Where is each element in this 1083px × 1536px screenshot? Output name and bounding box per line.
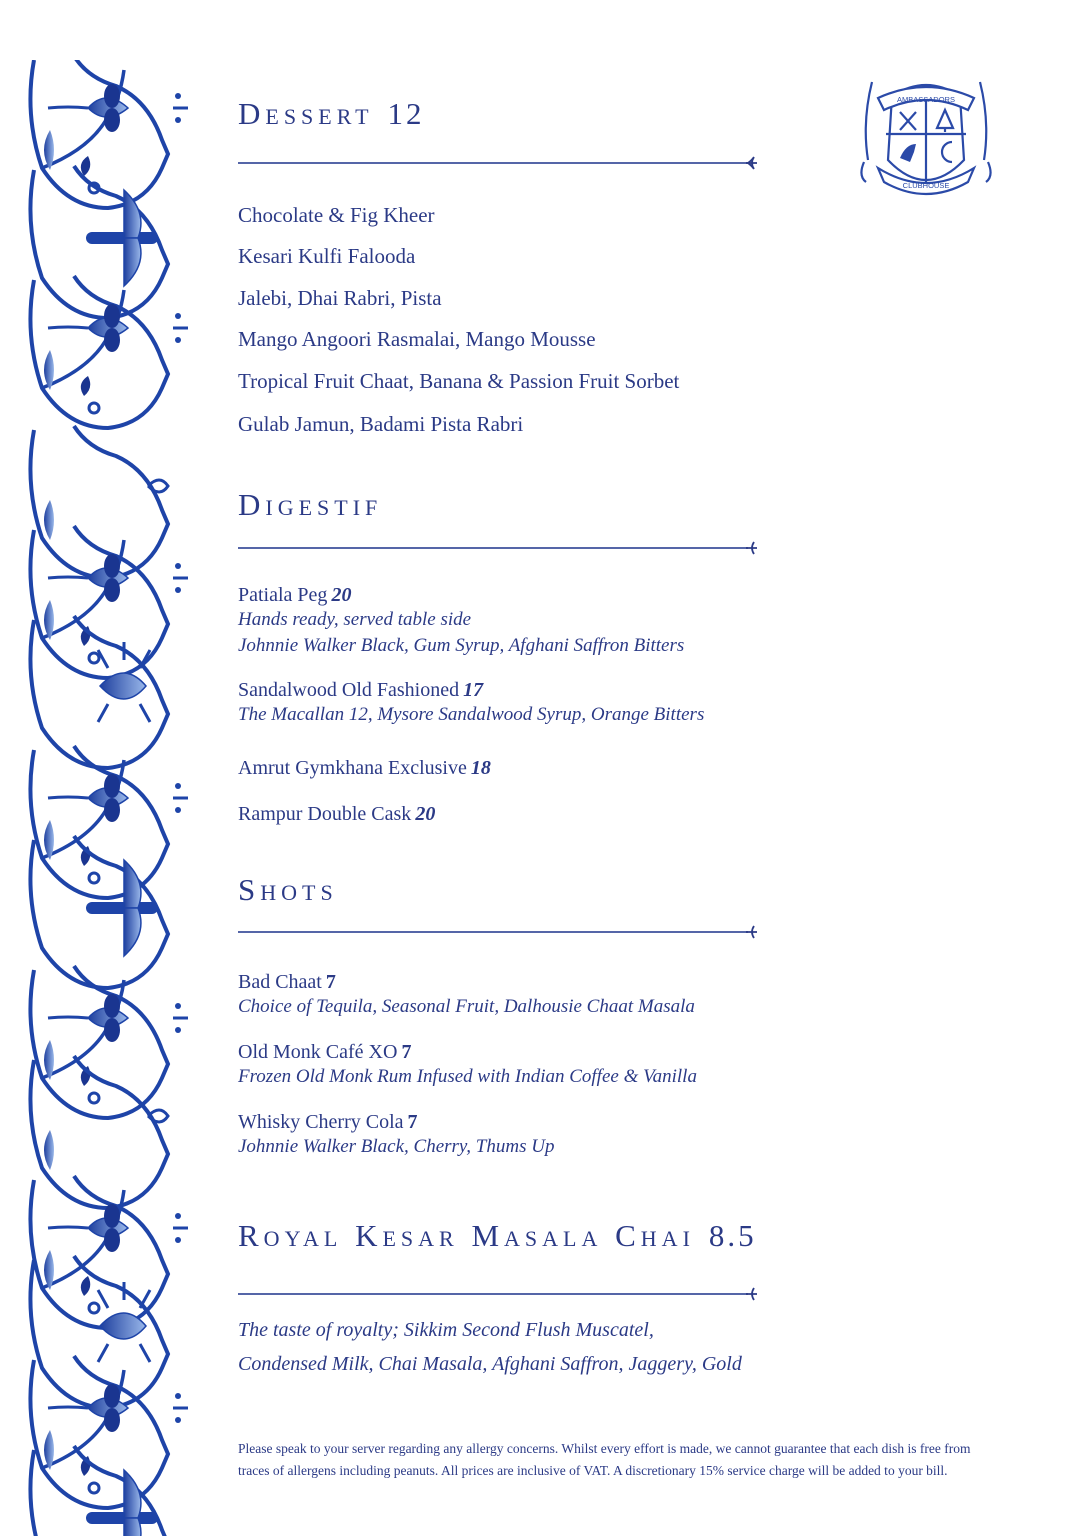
section-heading-chai: [238, 1218, 757, 1254]
crest-bottom-text: CLUBHOUSE: [902, 181, 950, 190]
menu-item: Whisky Cherry Cola 7 Johnnie Walker Black, Cherry, Thums Up: [238, 1111, 555, 1157]
decorative-floral-border: [28, 60, 188, 1536]
section-heading-shots: [238, 872, 338, 908]
arrow-tip-icon: [744, 541, 758, 555]
ambassadors-clubhouse-crest: [856, 72, 996, 207]
dessert-item: Gulab Jamun, Badami Pista Rabri: [238, 412, 524, 436]
section-title: Dessert: [238, 96, 374, 131]
dessert-item: Tropical Fruit Chaat, Banana & Passion Fruit Sorbet: [238, 369, 680, 393]
section-title: Digestif: [238, 487, 383, 522]
section-price: 8.5: [708, 1218, 757, 1253]
dessert-item: Jalebi, Dhai Rabri, Pista: [238, 286, 442, 310]
section-title: Royal Kesar Masala Chai: [238, 1218, 695, 1253]
arrow-tip-icon: [744, 925, 758, 939]
menu-item: Amrut Gymkhana Exclusive 18: [238, 757, 491, 779]
menu-item: Bad Chaat 7 Choice of Tequila, Seasonal Fruit, Dalhousie Chaat Masala: [238, 971, 695, 1017]
section-heading-dessert: [238, 96, 425, 132]
section-divider: [238, 925, 758, 939]
arrow-tip-icon: [744, 1287, 758, 1301]
dessert-item: Mango Angoori Rasmalai, Mango Mousse: [238, 327, 596, 351]
chai-description: The taste of royalty; Sikkim Second Flush Muscatel, Condensed Milk, Chai Masala, Afghani Saffron, Jaggery, Gold: [238, 1319, 742, 1375]
dessert-item: Chocolate & Fig Kheer: [238, 203, 435, 227]
menu-item: Rampur Double Cask 20: [238, 803, 436, 825]
menu-item: Sandalwood Old Fashioned 17 The Macallan 12, Mysore Sandalwood Syrup, Orange Bitters: [238, 679, 705, 725]
menu-item: Old Monk Café XO 7 Frozen Old Monk Rum Infused with Indian Coffee & Vanilla: [238, 1041, 697, 1087]
arrow-tip-icon: [744, 156, 758, 170]
allergy-footer-note: Please speak to your server regarding any allergy concerns. Whilst every effort is made, we cannot guarantee that each dish is free from traces of allergens including peanuts. All prices are inclusive of VAT. A discretionary 15% service charge will be added to your bill.: [238, 1441, 971, 1478]
section-price: 12: [387, 96, 425, 131]
menu-item: Patiala Peg 20 Hands ready, served table side Johnnie Walker Black, Gum Syrup, Afghani Saffron Bitters: [238, 584, 685, 656]
dessert-item: Kesari Kulfi Falooda: [238, 244, 416, 268]
crest-top-text: AMBASSADORS: [897, 95, 955, 104]
section-divider: [238, 156, 758, 170]
section-title: Shots: [238, 872, 338, 907]
section-divider: [238, 541, 758, 555]
section-heading-digestif: [238, 487, 382, 523]
section-divider: [238, 1287, 758, 1301]
